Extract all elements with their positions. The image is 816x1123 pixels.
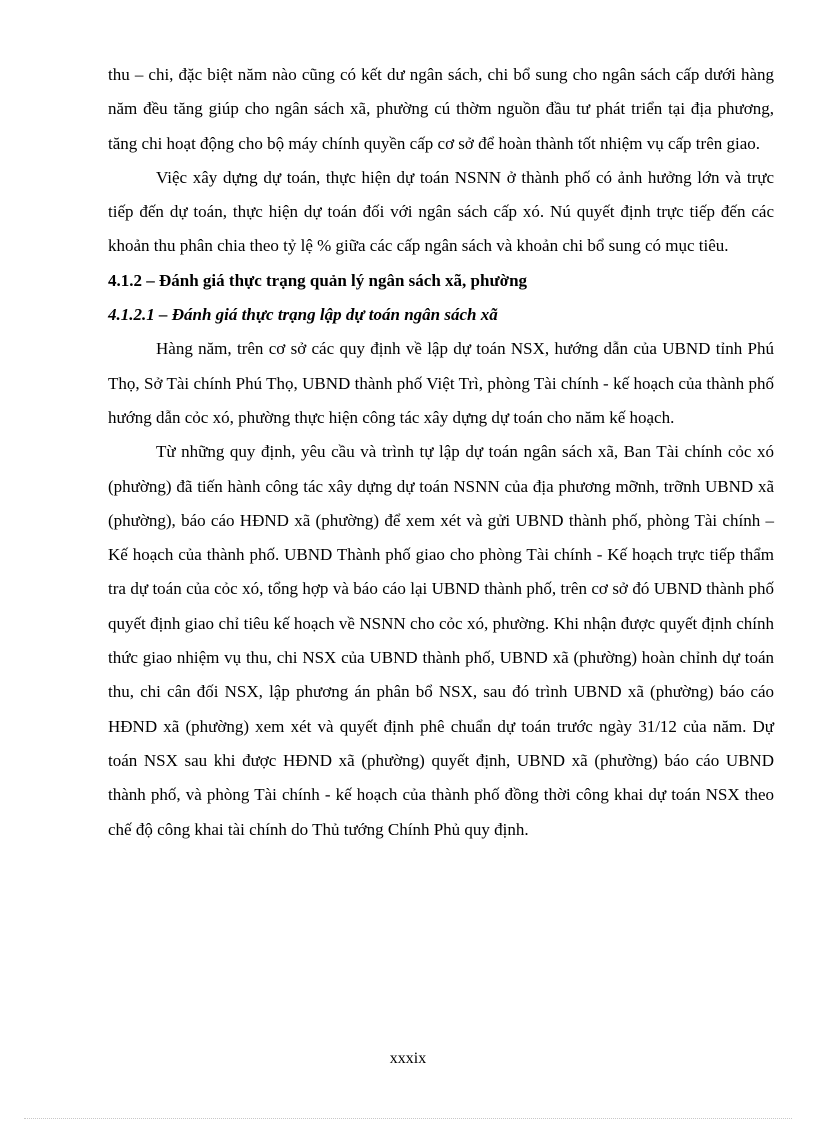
section-heading: 4.1.2 – Đánh giá thực trạng quản lý ngân sách xã, phường (108, 270, 528, 290)
paragraph-annual-guidance: Hàng năm, trên cơ sở các quy định về lập dự toán NSX, hướng dẫn của UBND tỉnh Phú Thọ, Sở Tài chính Phú Thọ, UBND thành phố Việt Trì, phòng Tài chính - kế hoạch của thành phố hướng dẫn cỏc xó, phường thực hiện công tác xây dựng dự toán cho năm kế hoạch. (108, 339, 774, 427)
paragraph-continuation: thu – chi, đặc biệt năm nào cũng có kết dư ngân sách, chi bổ sung cho ngân sách cấp dưới hàng năm đều tăng giúp cho ngân sách xã, phường cú thờm nguồn đầu tư phát triển tại địa phương, tăng chi hoạt động cho bộ máy chính quyền cấp cơ sở để hoàn thành tốt nhiệm vụ cấp trên giao. (108, 65, 774, 153)
page-number: xxxix (389, 1050, 427, 1067)
paragraph-budget-process: Từ những quy định, yêu cầu và trình tự lập dự toán ngân sách xã, Ban Tài chính cỏc xó (phường) đã tiến hành công tác xây dựng dự toán NSNN của địa phương mỡnh, trỡnh UBND xã (phường), báo cáo HĐND xã (phường) để xem xét và gửi UBND thành phố, phòng Tài chính – Kế hoạch của thành phố. UBND Thành phố giao cho phòng Tài chính - Kế hoạch trực tiếp thẩm tra dự toán của cỏc xó, tổng hợp và báo cáo lại UBND thành phố, trên cơ sở đó UBND thành phố quyết định giao chỉ tiêu kế hoạch về NSNN cho cỏc xó, phường. Khi nhận được quyết định chính thức giao nhiệm vụ thu, chi NSX của UBND thành phố, UBND xã (phường) hoàn chỉnh dự toán thu, chi cân đối NSX, lập phương án phân bổ NSX, sau đó trình UBND xã (phường) báo cáo HĐND xã (phường) xem xét và quyết định phê chuẩn dự toán trước ngày 31/12 của năm. Dự toán NSX sau khi được HĐND xã (phường) quyết định, UBND xã (phường) báo cáo UBND thành phố, và phòng Tài chính - kế hoạch của thành phố đồng thời công khai dự toán NSX theo chế độ công khai tài chính do Thủ tướng Chính Phủ quy định. (108, 442, 774, 839)
page-bottom-divider (24, 1118, 792, 1119)
paragraph-budget-impact: Việc xây dựng dự toán, thực hiện dự toán NSNN ở thành phố có ảnh hưởng lớn và trực tiếp đến dự toán, thực hiện dự toán đối với ngân sách cấp xó. Nú quyết định trực tiếp đến các khoản thu phân chia theo tỷ lệ % giữa các cấp ngân sách và khoản chi bổ sung có mục tiêu. (108, 167, 774, 256)
document-page (108, 58, 774, 847)
subsection-heading: 4.1.2.1 – Đánh giá thực trạng lập dự toán ngân sách xã (108, 305, 498, 325)
